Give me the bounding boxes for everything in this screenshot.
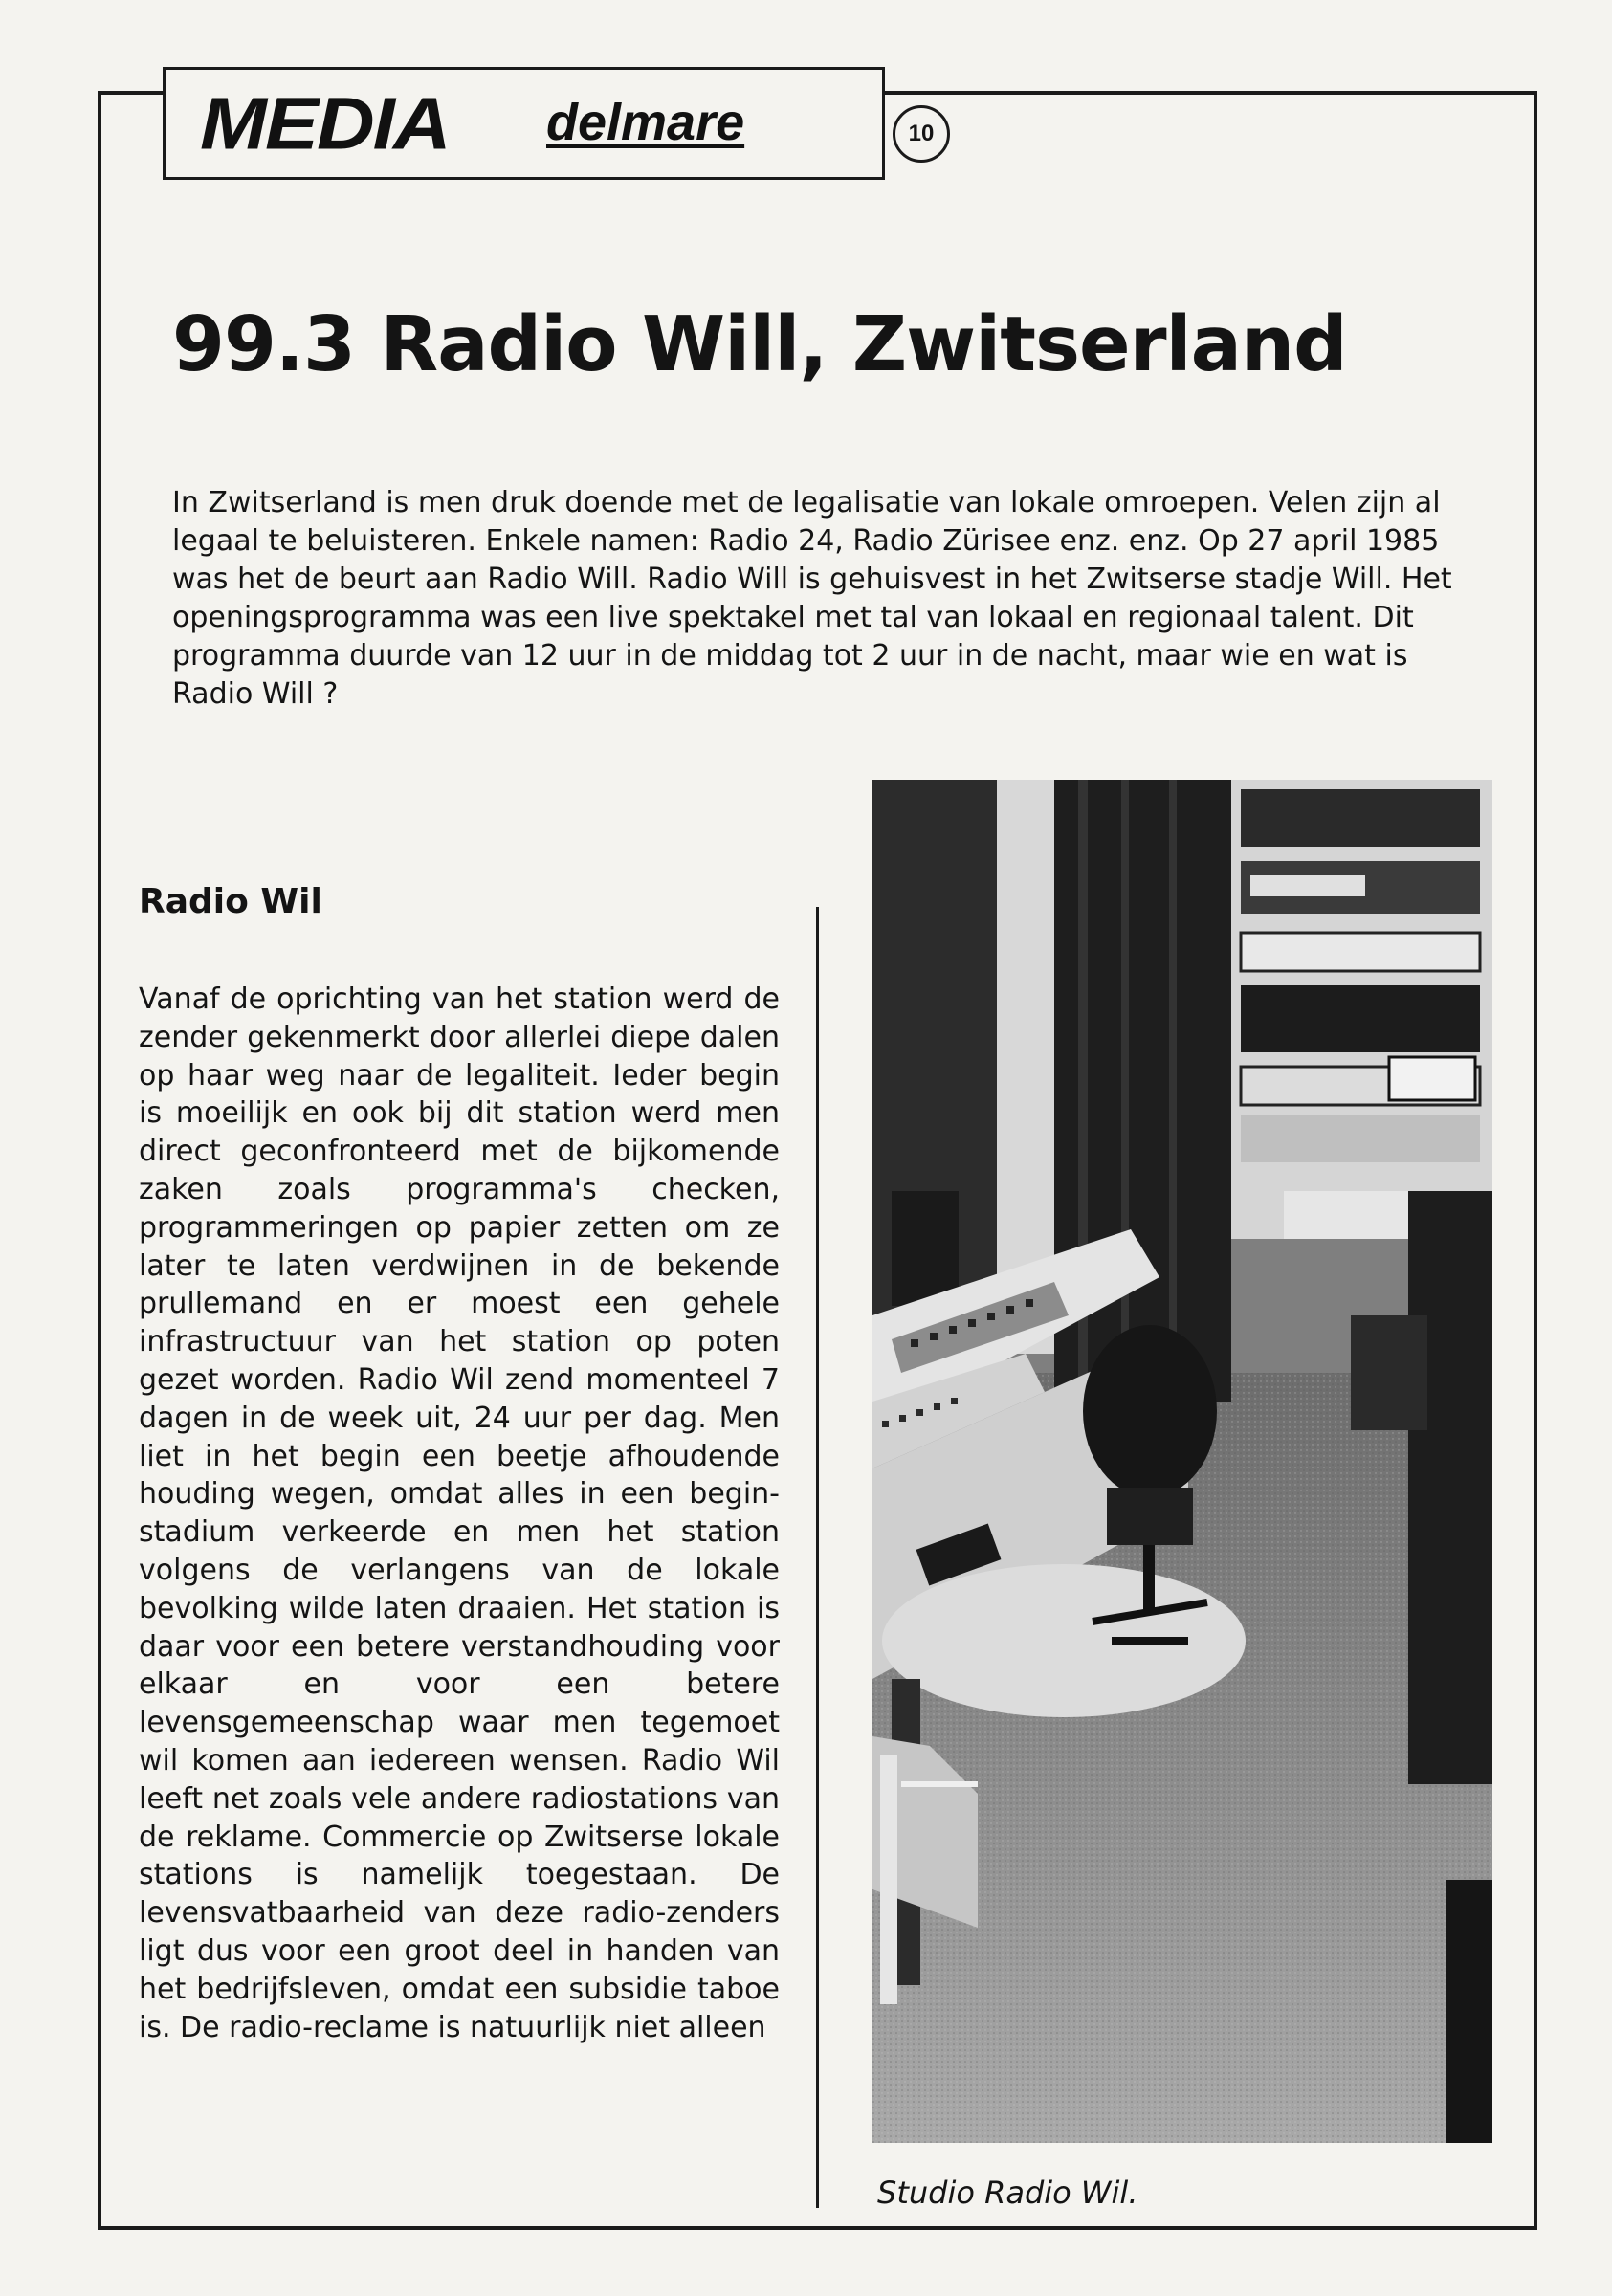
section-subheading: Radio Wil (139, 882, 322, 921)
page-number: 10 (893, 105, 950, 163)
photo-caption: Studio Radio Wil. (877, 2175, 1138, 2211)
masthead (163, 67, 885, 180)
column-divider (816, 907, 819, 2208)
masthead-delmare-logo: delmare (546, 94, 745, 151)
masthead-media-logo: MEDIA (200, 81, 450, 166)
studio-photo (872, 780, 1492, 2143)
article-body: Vanaf de oprichting van het station werd de zender gekenmerkt door allerlei diepe dalen op haar weg naar de legaliteit. Ieder begin is moeilijk en ook bij dit station werd men direct geconfronteerd met de bijkomende zaken zoals programma's checken, programmeringen op papier zetten om ze later te laten verdwijnen in de bekende prullemand en er moest een gehele infrastructuur van het station op poten gezet worden. Radio Wil zend momenteel 7 dagen in de week uit, 24 uur per dag. Men liet in het begin een beetje afhoudende houding wegen, omdat alles in een begin-stadium verkeerde en men het station volgens de verlangens van de lokale bevolking wilde laten draaien. Het station is daar voor een betere verstandhouding voor elkaar en voor een betere levensgemeenschap waar men tegemoet wil komen aan iedereen wensen. Radio Wil leeft net zoals vele andere radiostations van de reklame. Commercie op Zwitserse lokale stations is namelijk toegestaan. De levensvatbaarheid van deze radio-zenders ligt dus voor een groot deel in handen van het bedrijfsleven, omdat een subsidie taboe is. De radio-reclame is natuurlijk niet alleen (139, 982, 780, 2044)
article-intro: In Zwitserland is men druk doende met de legalisatie van lokale omroepen. Velen zijn al legaal te beluisteren. Enkele namen: Radio 24, Radio Zürisee enz. enz. Op 27 april 1985 was het de beurt aan Radio Will. Radio Will is gehuisvest in het Zwitserse stadje Will. Het openingsprogramma was een live spektakel met tal van lokaal en regionaal talent. Dit programma duurde van 12 uur in de middag tot 2 uur in de nacht, maar wie en wat is Radio Will ? (172, 486, 1452, 711)
article-title: 99.3 Radio Will, Zwitserland (172, 300, 1347, 388)
studio-photo-illustration (872, 780, 1492, 2143)
